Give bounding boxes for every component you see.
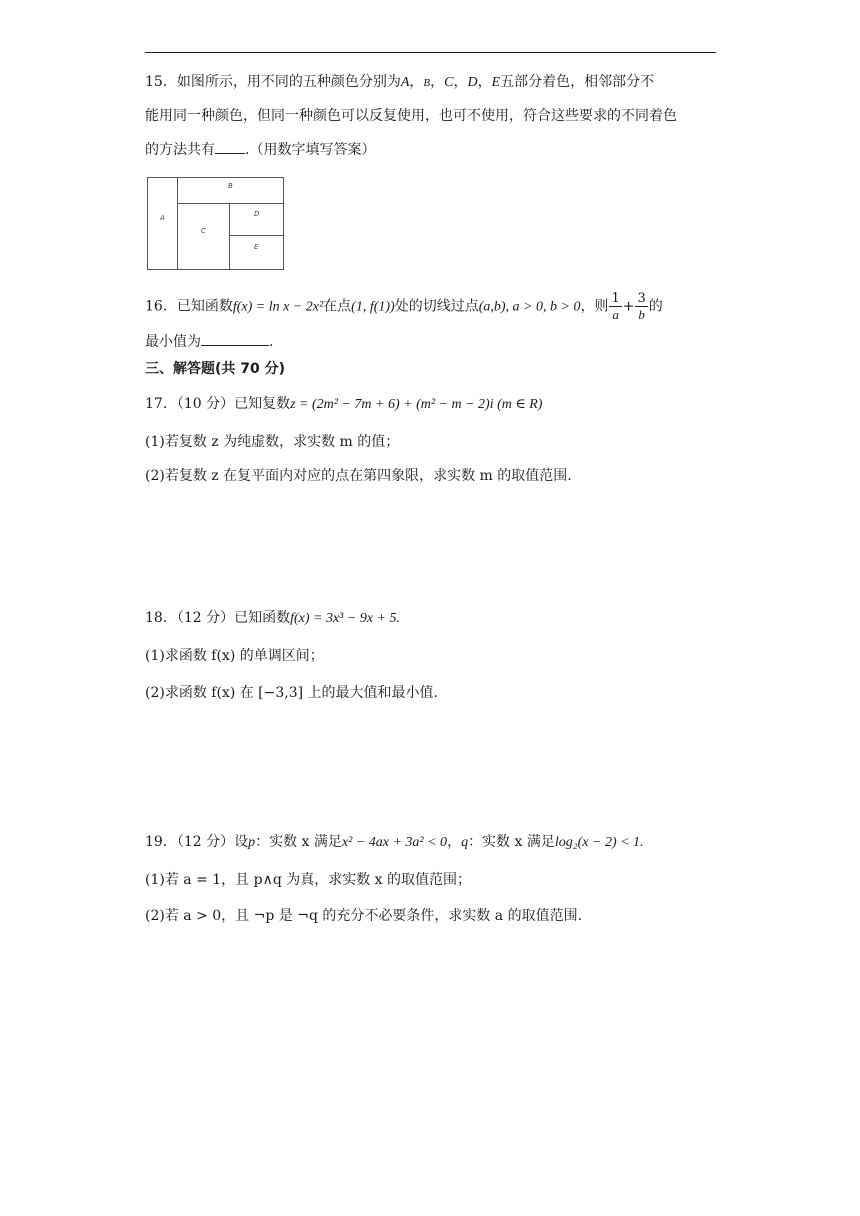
answer-blank[interactable] [215,141,245,154]
fraction-3-over-b: $\frac{3}{b}$ [637,291,646,322]
q18-part2: (2)求函数 f(x) 在 [−3,3] 上的最大值和最小值. [145,685,439,701]
header-rule [145,52,716,53]
q19-part1: (1)若 a = 1，且 p∧q 为真，求实数 x 的取值范围； [145,872,472,888]
q15-coloring-diagram [147,177,284,270]
q19-part2: (2)若 a > 0，且 ¬p 是 ¬q 的充分不必要条件，求实数 a 的取值范围. [145,908,583,924]
q17-head: 17．（10 分）已知复数z = (2m² − 7m + 6) + (m² − m − 2)i (m ∈ R) [145,396,543,412]
fraction-1-over-a: $\frac{1}{a}$ [611,291,620,322]
section-heading: 三、解答题(共 70 分) [145,361,286,377]
q15-line3: 的方法共有 .（用数字填写答案） [145,142,376,158]
q17-part1: (1)若复数 z 为纯虚数，求实数 m 的值； [145,434,400,450]
region-c-label: C [201,227,206,235]
q17-part2: (2)若复数 z 在复平面内对应的点在第四象限，求实数 m 的取值范围. [145,468,572,484]
q18-head: 18．（12 分）已知函数f(x) = 3x³ − 9x + 5. [145,610,400,626]
region-b-label: B [228,182,233,190]
q19-head: 19．（12 分）设p：实数 x 满足x² − 4ax + 3a² < 0，q：实数 x 满足log₂(x − 2) < 1. [145,834,644,850]
answer-blank[interactable] [201,333,269,346]
q15-line2: 能用同一种颜色，但同一种颜色可以反复使用，也可不使用，符合这些要求的不同着色 [145,108,677,124]
q18-part1: (1)求函数 f(x) 的单调区间； [145,648,324,664]
region-e-label: E [254,243,259,251]
region-d-label: D [254,210,260,218]
q16-line1: 16．已知函数f(x) = ln x − 2x²在点(1, f(1))处的切线过点(a,b), a > 0, b > 0，则 $\frac{1}{a}$ + $\frac{3}{b}$ 的 [145,291,663,322]
q15-line1: 15．如图所示，用不同的五种颜色分别为A，B，C，D，E五部分着色，相邻部分不 [145,74,655,90]
q16-line2: 最小值为 . [145,334,274,350]
region-diagram-svg [147,177,284,270]
region-a-label: A [160,214,165,222]
